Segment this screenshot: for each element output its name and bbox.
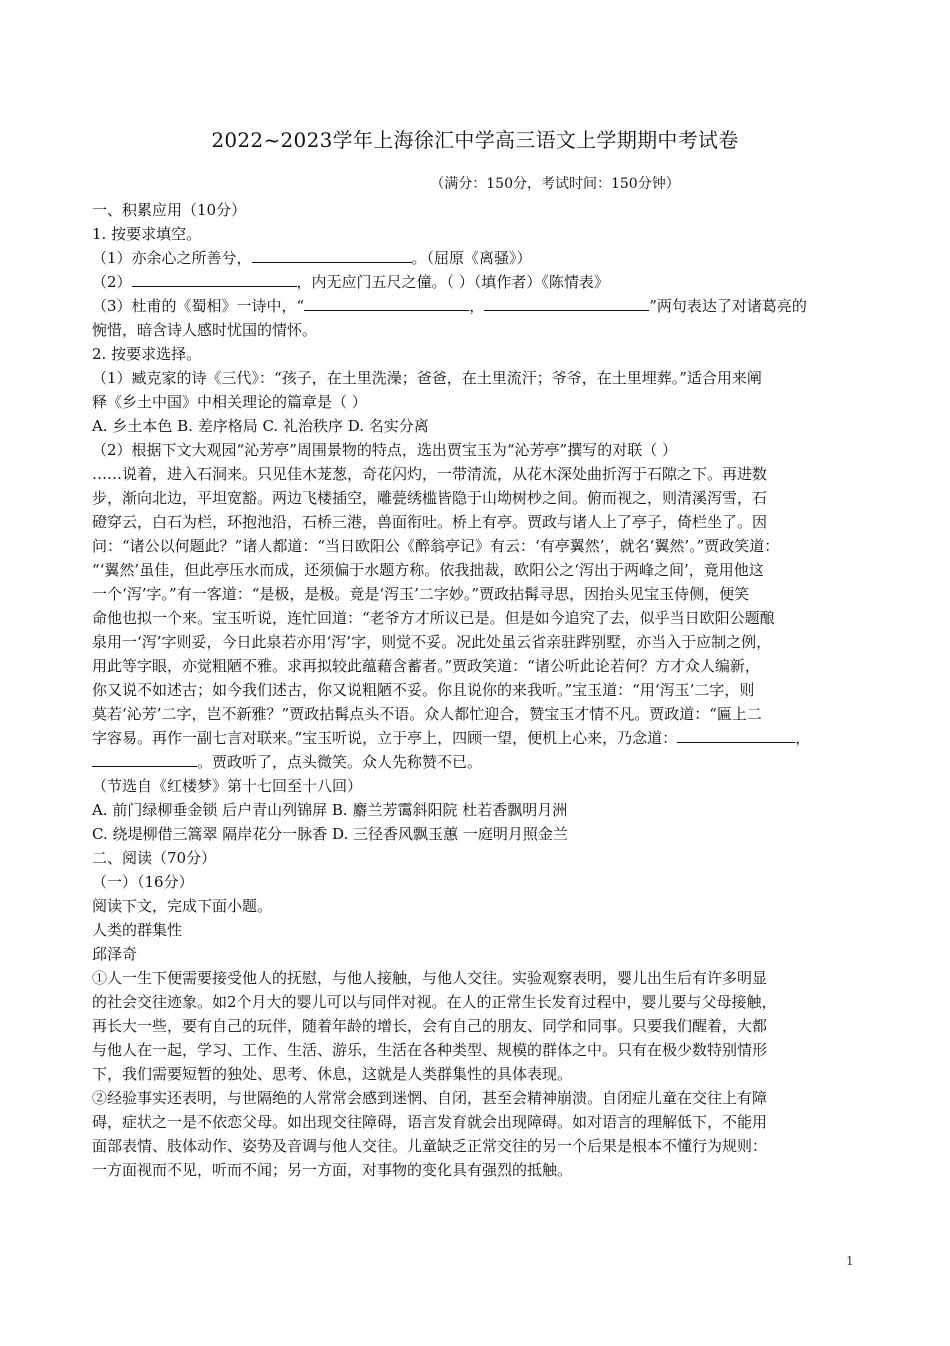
paragraph-line: 与他人在一起，学习、工作、生活、游乐，生活在各种类型、规模的群体之中。只有在极少数特别情形 — [92, 1041, 768, 1059]
fill-item-text: ”两句表达了对诸葛亮的 — [649, 297, 807, 315]
section-heading: 一、积累应用（10分） — [92, 201, 247, 219]
answer-blank[interactable] — [252, 246, 412, 263]
answer-blank[interactable] — [92, 750, 197, 767]
fill-item-3 — [92, 294, 858, 318]
choice-question-2: （2）根据下文大观园“沁芳亭”周围景物的特点，选出贾宝玉为“沁芳亭”撰写的对联（ ） — [92, 441, 677, 459]
passage-text: ， — [795, 729, 811, 747]
fill-item-text: ，内无应门五尺之僮。（ ）（填作者）《陈情表》 — [296, 273, 609, 291]
question-prompt: 2. 按要求选择。 — [92, 345, 202, 363]
passage-line: 步，渐向北边，平坦宽豁。两边飞楼插空，雕甍绣槛皆隐于山坳树杪之间。俯而视之，则清溪泻雪，石 — [92, 489, 768, 507]
passage-text: 。贾政听了，点头微笑。众人先称赞不已。 — [197, 753, 483, 771]
passage-source: （节选自《红楼梦》第十七回至十八回） — [92, 777, 363, 795]
paragraph-line: 碍，症状之一是不依恋父母。如出现交往障碍，语言发育就会出现障碍。如对语言的理解低下，不能用 — [92, 1113, 768, 1131]
paragraph-line: 再长大一些，要有自己的玩伴，随着年龄的增长，会有自己的朋友、同学和同事。只要我们醒着，大都 — [92, 1017, 768, 1035]
passage-line: 问：“诸公以何题此？”诸人都道：“当日欧阳公《醉翁亭记》有云：‘有亭翼然’，就名‘翼然’。”贾政笑道： — [92, 537, 780, 555]
passage-line: 你又说不如述古；如今我们述古，你又说粗陋不妥。你且说你的来我听。”宝玉道：“用‘泻玉’二字，则 — [92, 681, 755, 699]
part-heading: （一）（16分） — [92, 873, 194, 891]
paragraph-line: 的社会交往迹象。如2个月大的婴儿可以与同伴对视。在人的正常生长发育过程中，婴儿要与父母接触， — [92, 993, 777, 1011]
passage-line-with-blank — [92, 726, 858, 750]
answer-blank[interactable] — [132, 270, 297, 287]
fill-item-text: （3）杜甫的《蜀相》一诗中，“ — [92, 297, 305, 315]
passage-line: “‘翼然’虽佳，但此亭压水而成，还须偏于水题方称。依我拙裁，欧阳公之‘泻出于两峰之间’，竟用他这 — [92, 561, 764, 579]
fill-item-text: ， — [469, 297, 485, 315]
choice-question-1: （1）臧克家的诗《三代》：“孩子，在土里洗澡；爸爸，在土里流汗；爷爷，在土里埋葬。”适合用来阐 — [92, 369, 762, 387]
fill-item-1 — [92, 246, 858, 270]
question-prompt: 1. 按要求填空。 — [92, 225, 202, 243]
page-number: 1 — [846, 1254, 854, 1268]
paragraph-line: 一方面视而不见，听而不闻；另一方面，对事物的变化具有强烈的抵触。 — [92, 1161, 573, 1179]
fill-item-3-cont: 惋惜，暗含诗人感时忧国的情怀。 — [92, 321, 318, 339]
article-paragraph-2 — [92, 1086, 858, 1182]
choice-options: C. 绕堤柳借三篙翠 隔岸花分一脉香 D. 三径香风飘玉蕙 一庭明月照金兰 — [92, 825, 568, 843]
passage-line: ……说着，进入石洞来。只见佳木茏葱，奇花闪灼，一带清流，从花木深处曲折泻于石隙之下。再进数 — [92, 465, 768, 483]
passage-line-with-blank — [92, 750, 858, 774]
fill-item-text: （2） — [92, 273, 132, 291]
passage-line: 泉用一‘泻’字则妥，今日此泉若亦用‘泻’字，则觉不妥。况此处虽云省亲驻跸别墅，亦当入于应制之例， — [92, 633, 772, 651]
choice-options: A. 前门绿柳垂金锁 后户青山列锦屏 B. 麝兰芳霭斜阳院 杜若香飘明月洲 — [92, 801, 568, 819]
exam-body — [92, 198, 858, 1182]
article-author: 邱泽奇 — [92, 945, 138, 963]
article-title: 人类的群集性 — [92, 921, 183, 939]
reading-instruction: 阅读下文，完成下面小题。 — [92, 897, 273, 915]
passage-text: 字容易。再作一副七言对联来。”宝玉听说，立于亭上，四顾一望，便机上心来，乃念道： — [92, 729, 678, 747]
paragraph-line: 下，我们需要短暂的独处、思考、休息，这就是人类群集性的具体表现。 — [92, 1065, 573, 1083]
exam-title: 2022~2023学年上海徐汇中学高三语文上学期期中考试卷 — [211, 128, 739, 152]
choice-options: A. 乡土本色 B. 差序格局 C. 礼治秩序 D. 名实分离 — [92, 417, 429, 435]
passage-line: 一个‘泻’字。”有一客道：“是极，是极。竟是‘泻玉’二字妙。”贾政拈髯寻思，因抬头见宝玉侍侧，便笑 — [92, 585, 750, 603]
fill-item-text: （1）亦余心之所善兮， — [92, 249, 252, 267]
article-paragraph-1 — [92, 966, 858, 1086]
fill-item-text: 。（屈原《离骚》） — [411, 249, 532, 267]
passage-line: 用此等字眼，亦觉粗陋不雅。求再拟较此蕴藉含蓄者。”贾政笑道：“诸公听此论若何？方才众人编新， — [92, 657, 760, 675]
paragraph-line: 面部表情、肢体动作、姿势及音调与他人交往。儿童缺乏正常交往的另一个后果是根本不懂行为规则： — [92, 1137, 768, 1155]
paragraph-line: ①人一生下便需要接受他人的抚慰，与他人接触，与他人交往。实验观察表明，婴儿出生后有许多明显 — [92, 969, 768, 987]
passage-line: 磴穿云，白石为栏，环抱池沿，石桥三港，兽面衔吐。桥上有亭。贾政与诸人上了亭子，倚栏坐了。因 — [92, 513, 768, 531]
paragraph-line: ②经验事实还表明，与世隔绝的人常常会感到迷惘、自闭，甚至会精神崩溃。自闭症儿童在交往上有障 — [92, 1089, 768, 1107]
answer-blank[interactable] — [677, 726, 795, 743]
section-heading: 二、阅读（70分） — [92, 849, 217, 867]
exam-page — [92, 0, 858, 1346]
choice-question-1-cont: 释《乡土中国》中相关理论的篇章是（ ） — [92, 393, 367, 411]
passage-line: 莫若‘沁芳’二字，岂不新雅？”贾政拈髯点头不语。众人都忙迎合，赞宝玉才情不凡。贾政道：“匾上二 — [92, 705, 762, 723]
reading-passage — [92, 462, 858, 774]
answer-blank[interactable] — [484, 294, 649, 311]
passage-line: 命他也拟一个来。宝玉听说，连忙回道：“老爷方才所议已是。但是如今追究了去，似乎当日欧阳公题酿 — [92, 609, 775, 627]
answer-blank[interactable] — [304, 294, 469, 311]
exam-subtitle: （满分：150分，考试时间：150分钟） — [430, 176, 680, 192]
fill-item-2 — [92, 270, 858, 294]
